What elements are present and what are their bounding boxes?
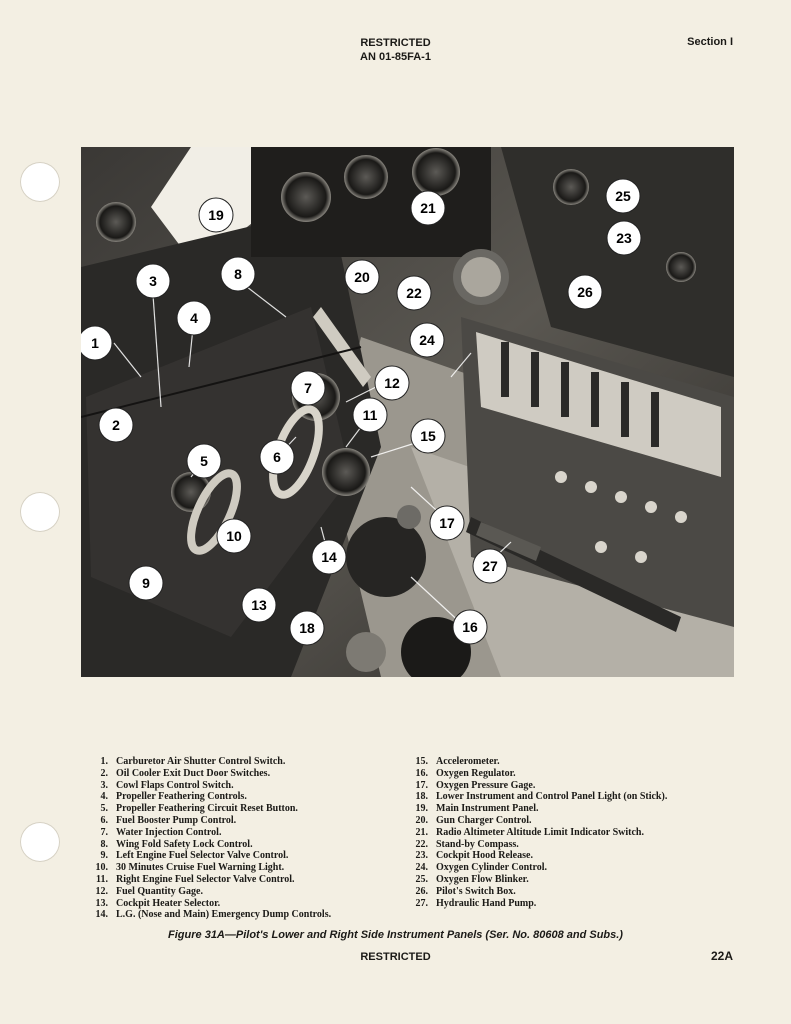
callout-14	[312, 540, 346, 574]
legend-item: 23. Cockpit Hood Release.	[415, 850, 533, 862]
svg-text:21: 21	[420, 200, 436, 216]
header-doc-number: AN 01-85FA-1	[360, 51, 431, 63]
legend-item: 2. Oil Cooler Exit Duct Door Switches.	[100, 767, 271, 779]
legend-item: 14. L.G. (Nose and Main) Emergency Dump Controls.	[95, 909, 332, 921]
svg-text:10: 10	[226, 528, 242, 544]
callout-7	[291, 371, 325, 405]
svg-text:8: 8	[234, 266, 242, 282]
svg-text:4: 4	[190, 310, 198, 326]
legend-item: 15. Accelerometer.	[415, 756, 500, 767]
callout-27	[473, 549, 507, 583]
punch-hole-2	[20, 492, 60, 532]
figure-caption: Figure 31A—Pilot's Lower and Right Side Instrument Panels (Ser. No. 80608 and Subs.)	[168, 929, 623, 941]
legend-item: 5. Propeller Feathering Circuit Reset Button.	[100, 803, 298, 815]
header-section: Section I	[687, 36, 733, 48]
legend-item: 13. Cockpit Heater Selector.	[95, 897, 221, 909]
callout-26	[568, 275, 602, 309]
legend-right-column	[408, 756, 667, 909]
header-classification: RESTRICTED	[360, 37, 431, 49]
legend-item: 8. Wing Fold Safety Lock Control.	[100, 838, 253, 850]
legend-item: 6. Fuel Booster Pump Control.	[100, 814, 237, 826]
footer-classification: RESTRICTED	[360, 951, 431, 963]
callout-4	[177, 301, 211, 335]
svg-text:19: 19	[208, 207, 224, 223]
callout-24	[410, 323, 444, 357]
svg-text:12: 12	[384, 375, 400, 391]
svg-text:26: 26	[577, 284, 593, 300]
svg-text:2: 2	[112, 417, 120, 433]
svg-text:11: 11	[362, 407, 378, 423]
callout-9	[129, 566, 163, 600]
svg-text:17: 17	[439, 515, 455, 531]
svg-text:3: 3	[149, 273, 157, 289]
legend-item: 16. Oxygen Regulator.	[415, 767, 516, 779]
legend-item: 11. Right Engine Fuel Selector Valve Control.	[96, 873, 295, 885]
legend-left-column	[88, 756, 331, 921]
callout-23	[607, 221, 641, 255]
legend-item: 22. Stand-by Compass.	[415, 838, 519, 850]
legend-item: 27. Hydraulic Hand Pump.	[415, 897, 537, 909]
legend-item: 3. Cowl Flaps Control Switch.	[100, 779, 234, 791]
svg-text:14: 14	[321, 549, 337, 565]
legend-item: 1. Carburetor Air Shutter Control Switch.	[100, 756, 286, 767]
callout-22	[397, 276, 431, 310]
callout-10	[217, 519, 251, 553]
svg-text:9: 9	[142, 575, 150, 591]
cockpit-photo	[81, 147, 734, 677]
svg-text:20: 20	[354, 269, 370, 285]
legend-item: 17. Oxygen Pressure Gage.	[415, 779, 536, 791]
callout-17	[430, 506, 464, 540]
callout-6	[260, 440, 294, 474]
svg-text:24: 24	[419, 332, 435, 348]
callout-3	[136, 264, 170, 298]
svg-text:6: 6	[273, 449, 281, 465]
legend-item: 25. Oxygen Flow Blinker.	[415, 873, 529, 885]
legend-item: 19. Main Instrument Panel.	[415, 803, 539, 815]
svg-text:18: 18	[299, 620, 315, 636]
page-number: 22A	[710, 949, 733, 963]
svg-text:5: 5	[200, 453, 208, 469]
punch-hole-3	[20, 822, 60, 862]
svg-text:7: 7	[304, 380, 312, 396]
legend-item: 10. 30 Minutes Cruise Fuel Warning Light.	[95, 862, 285, 874]
legend-item: 9. Left Engine Fuel Selector Valve Control.	[100, 850, 289, 862]
legend-item: 18. Lower Instrument and Control Panel Light (on Stick).	[415, 791, 668, 803]
legend-item: 20. Gun Charger Control.	[415, 814, 532, 826]
callout-8	[221, 257, 255, 291]
callout-19	[199, 198, 233, 232]
legend-item: 26. Pilot's Switch Box.	[415, 885, 516, 897]
legend-item: 21. Radio Altimeter Altitude Limit Indicator Switch.	[415, 826, 644, 838]
svg-text:1: 1	[91, 335, 99, 351]
legend-item: 12. Fuel Quantity Gage.	[95, 885, 203, 897]
callout-11	[353, 398, 387, 432]
svg-text:25: 25	[615, 188, 631, 204]
callout-2	[99, 408, 133, 442]
callout-25	[606, 179, 640, 213]
callout-21	[411, 191, 445, 225]
callout-18	[290, 611, 324, 645]
callout-5	[187, 444, 221, 478]
svg-text:22: 22	[406, 285, 422, 301]
legend-item: 4. Propeller Feathering Controls.	[100, 791, 247, 803]
header-center	[0, 36, 791, 64]
legend-item: 24. Oxygen Cylinder Control.	[415, 862, 548, 874]
svg-text:16: 16	[462, 619, 478, 635]
callout-16	[453, 610, 487, 644]
legend-item: 7. Water Injection Control.	[100, 826, 222, 838]
punch-hole-1	[20, 162, 60, 202]
svg-text:27: 27	[482, 558, 498, 574]
svg-text:13: 13	[251, 597, 267, 613]
callout-20	[345, 260, 379, 294]
callout-15	[411, 419, 445, 453]
callout-12	[375, 366, 409, 400]
svg-text:15: 15	[420, 428, 436, 444]
callout-13	[242, 588, 276, 622]
svg-text:23: 23	[616, 230, 632, 246]
callout-1	[81, 326, 112, 360]
